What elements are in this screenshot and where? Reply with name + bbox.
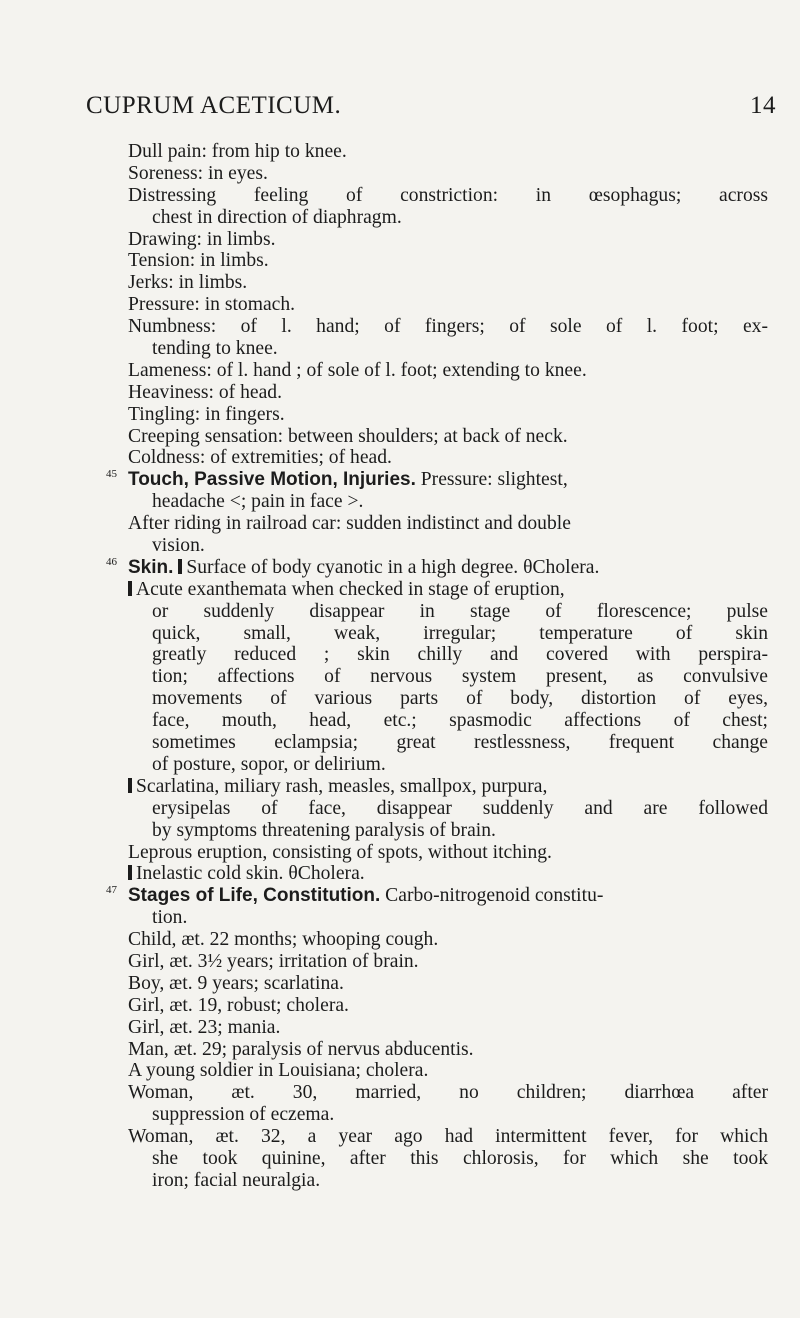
text-line: headache <; pain in face >. (152, 491, 364, 513)
section-text: Carbo-nitrogenoid constitu- (380, 885, 604, 907)
section-text: Surface of body cyanotic in a high degree. θCholera. (186, 556, 600, 578)
text-line: Jerks: in limbs. (128, 272, 248, 294)
text-line: Child, æt. 22 months; whooping cough. (128, 929, 439, 951)
text-line (128, 776, 768, 798)
text-line: Woman, æt. 32, a year ago had intermittent fever, for which (128, 1126, 768, 1148)
section-heading: Stages of Life, Constitution. (128, 885, 381, 907)
text-line: chest in direction of diaphragm. (152, 206, 402, 228)
running-title: CUPRUM ACETICUM. (86, 92, 342, 119)
text-line: Distressing feeling of constriction: in œsophagus; across (128, 184, 768, 206)
text-line: iron; facial neuralgia. (152, 1169, 321, 1191)
page-number: 14 (750, 92, 776, 119)
text-line: tending to knee. (152, 338, 278, 360)
text-line: Lameness: of l. hand ; of sole of l. foot; extending to knee. (128, 359, 587, 381)
text-line: Pressure: in stomach. (128, 294, 296, 316)
text-line: Girl, æt. 23; mania. (128, 1016, 281, 1038)
text-line: Coldness: of extremities; of head. (128, 447, 392, 469)
section-number: 46 (106, 555, 117, 568)
text-line (128, 863, 768, 885)
text-line: Boy, æt. 9 years; scarlatina. (128, 972, 344, 994)
section-heading: Touch, Passive Motion, Injuries. (128, 469, 416, 491)
section-touch (106, 468, 768, 491)
section-heading: Skin. (128, 556, 174, 578)
bullet-mark-icon (128, 778, 132, 793)
section-number: 45 (106, 468, 117, 481)
text-line: Soreness: in eyes. (128, 162, 268, 184)
bullet-mark-icon (128, 865, 132, 880)
text-line: Leprous eruption, consisting of spots, without itching. (128, 841, 552, 863)
text-line: suppression of eczema. (152, 1104, 335, 1126)
text-line: Girl, æt. 19, robust; cholera. (128, 994, 349, 1016)
page-body (106, 141, 768, 1192)
bullet-mark-icon (178, 559, 182, 574)
text-line: After riding in railroad car: sudden indistinct and double (128, 513, 571, 535)
text-line: tion. (152, 907, 188, 929)
section-text: Pressure: slightest, (415, 469, 568, 491)
bullet-mark-icon (128, 581, 132, 596)
text-line: Woman, æt. 30, married, no children; diarrhœa after (128, 1082, 768, 1104)
text-line: Dull pain: from hip to knee. (128, 141, 347, 162)
text-span: Acute exanthemata when checked in stage of eruption, (136, 578, 565, 600)
text-line: A young soldier in Louisiana; cholera. (128, 1060, 429, 1082)
text-span: Scarlatina, miliary rash, measles, smallpox, purpura, (136, 775, 548, 797)
text-line: Tingling: in fingers. (128, 403, 285, 425)
text-line: greatly reduced ; skin chilly and covered with perspira- (152, 644, 768, 666)
text-line: by symptoms threatening paralysis of brain. (152, 819, 496, 841)
section-stages (106, 884, 768, 907)
text-line: quick, small, weak, irregular; temperature of skin (152, 622, 768, 644)
text-line (128, 579, 768, 601)
text-line: Creeping sensation: between shoulders; at back of neck. (128, 425, 568, 447)
text-line: sometimes eclampsia; great restlessness, frequent change (152, 732, 768, 754)
text-line: face, mouth, head, etc.; spasmodic affections of chest; (152, 710, 768, 732)
text-line: Tension: in limbs. (128, 250, 269, 272)
section-skin (106, 555, 768, 579)
text-span: Inelastic cold skin. θCholera. (136, 863, 365, 885)
text-line: of posture, sopor, or delirium. (152, 753, 386, 775)
text-line: Numbness: of l. hand; of fingers; of sole of l. foot; ex- (128, 316, 768, 338)
text-line: Heaviness: of head. (128, 381, 282, 403)
text-line: Drawing: in limbs. (128, 228, 276, 250)
text-line: erysipelas of face, disappear suddenly and are followed (152, 797, 768, 819)
text-line: vision. (152, 535, 205, 557)
text-line: movements of various parts of body, distortion of eyes, (152, 688, 768, 710)
section-number: 47 (106, 884, 117, 897)
text-line: Man, æt. 29; paralysis of nervus abducentis. (128, 1038, 474, 1060)
text-line: tion; affections of nervous system present, as convulsive (152, 666, 768, 688)
text-line: Girl, æt. 3½ years; irritation of brain. (128, 950, 419, 972)
text-line: she took quinine, after this chlorosis, for which she took (152, 1147, 768, 1169)
text-line: or suddenly disappear in stage of florescence; pulse (152, 600, 768, 622)
